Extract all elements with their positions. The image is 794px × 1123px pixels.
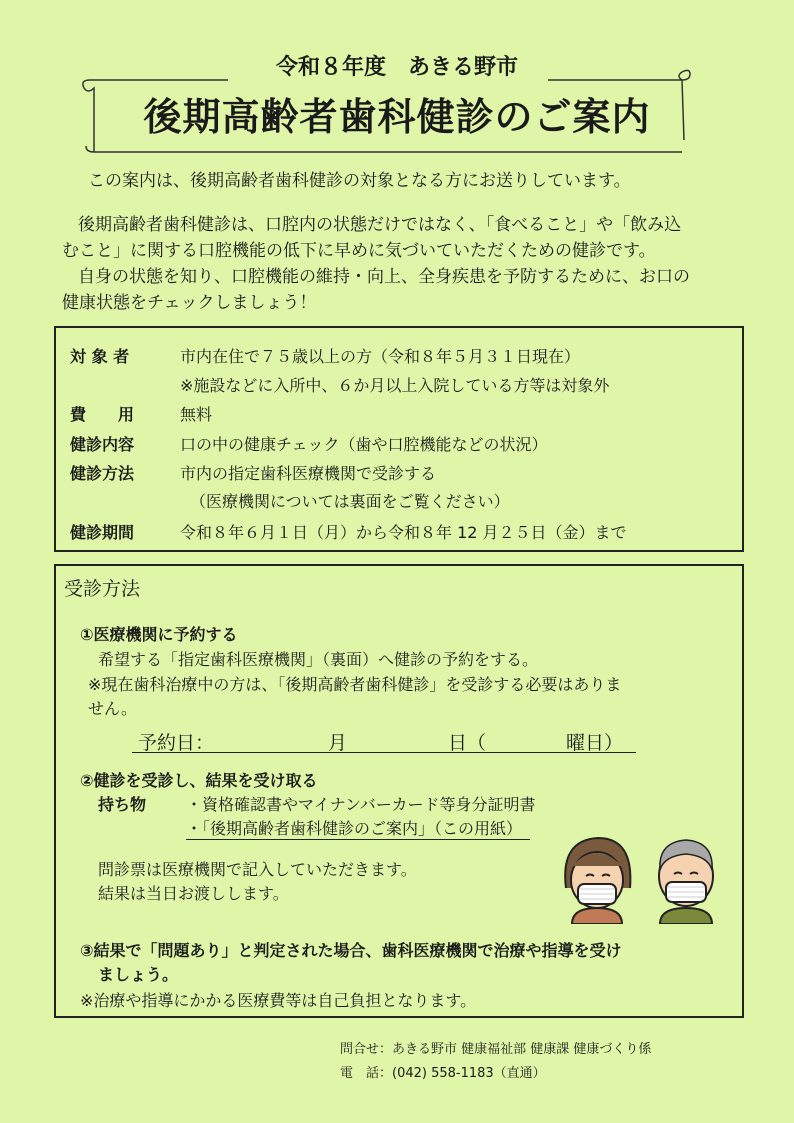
intro-paragraph-3b: 健康状態をチェックしましょう！ (62, 293, 317, 313)
step3-line2: ましょう。 (98, 965, 179, 984)
note-1: 問診票は医療機関で記入していただきます。 (98, 860, 417, 879)
procedure-heading: 受診方法 (64, 578, 141, 600)
method-value: 市内の指定歯科医療機関で受診する (180, 464, 437, 483)
woman-mask-icon (558, 832, 636, 924)
note-2: 結果は当日お渡しします。 (98, 884, 289, 903)
method-note: （医療機関については裏面をご覧ください） (190, 492, 510, 511)
target-label: 対 象 者 (70, 347, 130, 366)
item-2: ・「後期高齢者歯科健診のご案内」（この用紙） (186, 816, 530, 840)
reservation-label: 予約日： (138, 732, 215, 754)
man-mask-icon (646, 832, 726, 924)
period-label: 健診期間 (70, 523, 135, 542)
step1-line3: せん。 (88, 699, 137, 718)
period-value: 令和８年６月１日（月）から令和８年 12 月２５日（金）まで (180, 523, 627, 542)
intro-paragraph-2b: むこと」に関する口腔機能の低下に早めに気づいていただくための健診です。 (62, 241, 656, 261)
method-label: 健診方法 (70, 464, 135, 483)
intro-paragraph-2a: 後期高齢者歯科健診は、口腔内の状態だけではなく、「食べること」や「飲み込 (78, 215, 682, 235)
reservation-month: 月 (328, 732, 348, 754)
cost-label: 費 用 (70, 405, 135, 424)
step1-line1: 希望する「指定歯科医療機関」（裏面）へ健診の予約をする。 (98, 650, 539, 669)
target-note: ※施設などに入所中、６か月以上入院している方等は対象外 (180, 376, 610, 395)
page-title: 後期高齢者歯科健診のご案内 (143, 95, 651, 139)
reservation-day: 日（ (448, 732, 487, 754)
step1-title: ①医療機関に予約する (80, 625, 238, 644)
intro-paragraph-3a: 自身の状態を知り、口腔機能の維持・向上、全身疾患を予防するために、お口の (78, 267, 690, 287)
contact-info: 問合せ：あきる野市 健康福祉部 健康課 健康づくり係 (340, 1042, 652, 1057)
items-label: 持ち物 (98, 795, 147, 814)
content-label: 健診内容 (70, 435, 135, 454)
cost-value: 無料 (180, 405, 213, 424)
content-value: 口の中の健康チェック（歯や口腔機能などの状況） (180, 435, 548, 454)
target-value: 市内在住で７５歳以上の方（令和８年５月３１日現在） (180, 347, 581, 366)
intro-line: この案内は、後期高齢者歯科健診の対象となる方にお送りしています。 (88, 171, 631, 191)
step3-line1: ③結果で「問題あり」と判定された場合、歯科医療機関で治療や指導を受け (80, 941, 622, 960)
reservation-weekday: 曜日） (566, 732, 624, 754)
phone-number: 電 話：(042) 558-1183（直通） (340, 1066, 546, 1081)
step2-title: ②健診を受診し、結果を受け取る (80, 771, 318, 790)
item-1: ・資格確認書やマイナンバーカード等身分証明書 (186, 795, 536, 814)
subtitle: 令和８年度 あきる野市 (275, 55, 518, 80)
step3-note: ※治療や指導にかかる医療費等は自己負担となります。 (80, 991, 477, 1010)
step1-line2: ※現在歯科治療中の方は、「後期高齢者歯科健診」を受診する必要はありま (88, 675, 622, 694)
